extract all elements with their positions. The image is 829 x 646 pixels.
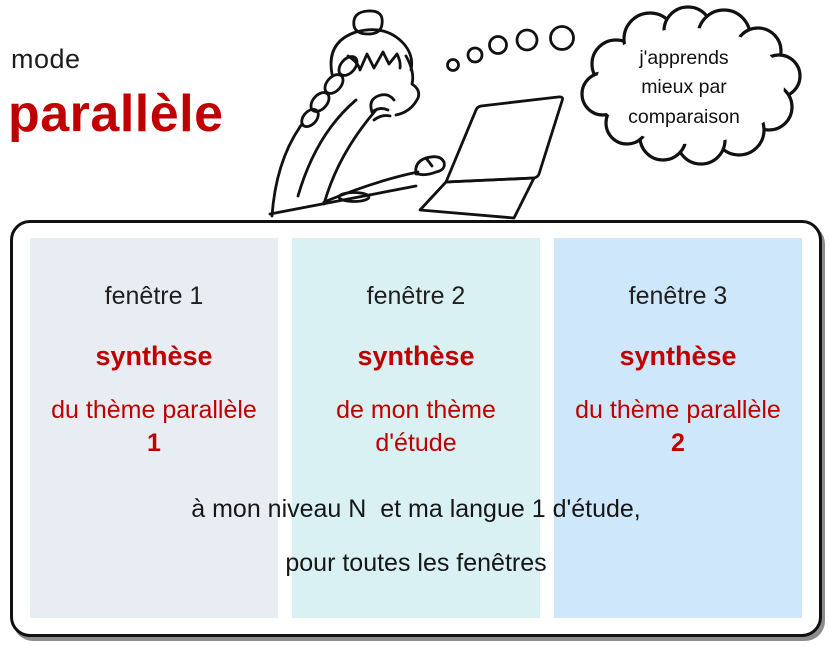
- laptop-base-icon: [420, 178, 534, 218]
- window-title: fenêtre 2: [366, 282, 466, 310]
- thought-dot-icon: [468, 48, 482, 62]
- laptop-screen-icon: [446, 97, 563, 182]
- thought-bubble-text: [556, 2, 812, 172]
- mode-label: mode: [11, 44, 81, 74]
- window-heading: synthèse: [619, 341, 737, 371]
- page-title: parallèle: [8, 85, 224, 143]
- thought-dot-icon: [448, 60, 459, 71]
- panel-footer-note: [13, 493, 819, 579]
- thought-bubble: [556, 2, 812, 172]
- window-subtitle: de mon thème: [336, 396, 496, 424]
- window-title: fenêtre 3: [628, 282, 728, 310]
- thought-line: comparaison: [628, 105, 740, 128]
- footer-line-1: à mon niveau N et ma langue 1 d'étude,: [191, 495, 641, 523]
- window-detail: 1: [147, 428, 161, 457]
- person-at-laptop-drawing: [268, 4, 580, 222]
- window-subtitle: du thème parallèle: [575, 396, 781, 424]
- window-detail: 2: [671, 428, 685, 457]
- window-title: fenêtre 1: [104, 282, 204, 310]
- window-subtitle: du thème parallèle: [51, 396, 257, 424]
- person-at-laptop-illustration: [268, 4, 580, 222]
- thought-dot-icon: [517, 30, 537, 50]
- thought-dot-icon: [490, 37, 507, 54]
- window-heading: synthèse: [357, 341, 475, 371]
- thought-line: j'apprends: [639, 47, 729, 70]
- window-heading: synthèse: [95, 341, 213, 371]
- thought-line: mieux par: [641, 76, 727, 99]
- parallel-windows-panel: [10, 220, 822, 637]
- window-detail: d'étude: [375, 428, 457, 457]
- footer-line-2: pour toutes les fenêtres: [285, 548, 547, 577]
